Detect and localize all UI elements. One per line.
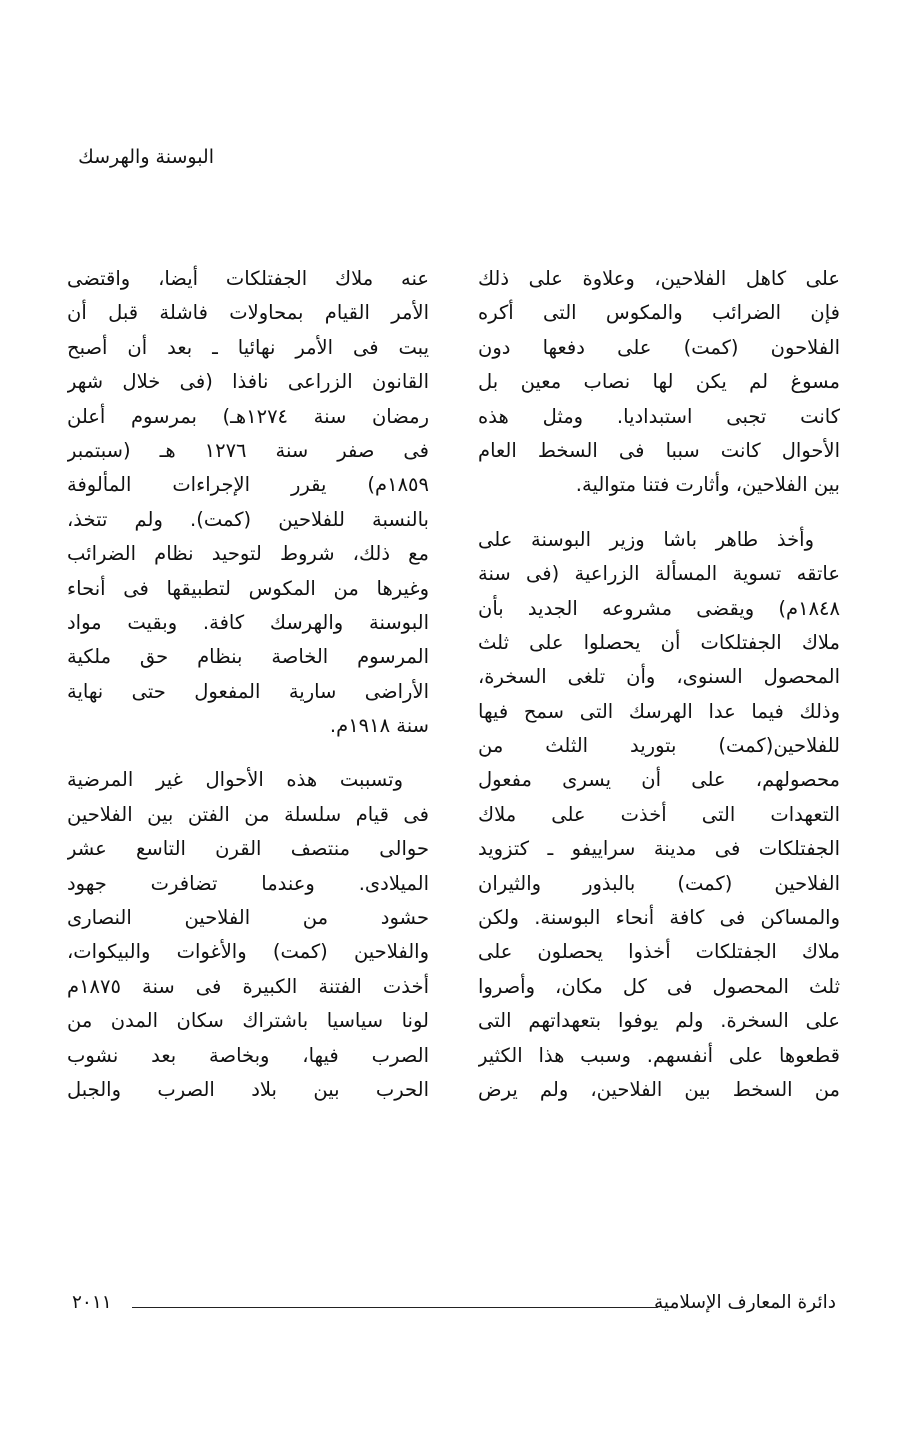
text-line: التعهدات التى أخذت على ملاك (478, 802, 840, 826)
text-line: سنة ١٩١٨م. (329, 714, 429, 738)
text-column-right (478, 262, 840, 1107)
footer-rule (132, 1307, 658, 1308)
text-line: عاتقه تسوية المسألة الزراعية (فى سنة (478, 562, 840, 586)
text-line: وتسببت هذه الأحوال غير المرضية (67, 768, 403, 792)
text-line: رمضان سنة ١٢٧٤هـ) بمرسوم أعلن (67, 404, 429, 428)
text-line: على كاهل الفلاحين، وعلاوة على ذلك (478, 267, 840, 290)
text-line: فى صفر سنة ١٢٧٦ هـ (سبتمبر (67, 438, 429, 462)
footer-journal-title: دائرة المعارف الإسلامية (654, 1292, 836, 1313)
text-line: مسوغ لم يكن لها نصاب معين بل (478, 370, 840, 394)
text-line: بين الفلاحين، وأثارت فتنا متوالية. (575, 473, 840, 497)
text-line: المرسوم الخاصة بنظام حق ملكية (67, 645, 429, 669)
text-line: القانون الزراعى نافذا (فى خلال شهر (67, 370, 429, 394)
text-line: مع ذلك، شروط لتوحيد نظام الضرائب (67, 542, 429, 566)
text-line: الأمر القيام بمحاولات فاشلة قبل أن (67, 301, 429, 325)
text-line: ثلث المحصول فى كل مكان، وأصروا (478, 974, 840, 998)
text-line: يبت فى الأمر نهائيا ـ بعد أن أصبح (67, 335, 429, 359)
text-line: محصولهم، على أن يسرى مفعول (478, 768, 840, 792)
text-line: والمساكن فى كافة أنحاء البوسنة. ولكن (478, 906, 840, 930)
page-footer (72, 1292, 836, 1322)
text-line: أخذت الفتنة الكبيرة فى سنة ١٨٧٥م (67, 974, 429, 998)
text-line: من السخط بين الفلاحين، ولم يرض (478, 1077, 840, 1101)
text-line: الفلاحون (كمت) على دفعها دون (478, 335, 840, 359)
text-line: وغيرها من المكوس لتطبيقها فى أنحاء (67, 576, 429, 600)
text-line: حشود من الفلاحين النصارى (67, 906, 429, 930)
text-line: الميلادى. وعندما تضافرت جهود (67, 871, 429, 895)
text-line: لونا سياسيا باشتراك سكان المدن من (67, 1009, 429, 1033)
text-line: الأراضى سارية المفعول حتى نهاية (67, 679, 429, 703)
text-line: ملاك الجفتلكات أخذوا يحصلون على (478, 940, 840, 964)
page-number: ٢٠١١ (72, 1292, 112, 1313)
text-line: المحصول السنوى، وأن تلغى السخرة، (478, 665, 840, 689)
paragraph (67, 763, 429, 1107)
text-line: فإن الضرائب والمكوس التى أكره (478, 301, 840, 325)
text-line: الحرب بين بلاد الصرب والجبل (67, 1077, 429, 1101)
text-line: وذلك فيما عدا الهرسك التى سمح فيها (478, 699, 840, 723)
text-line: ملاك الجفتلكات أن يحصلوا على ثلث (478, 630, 840, 654)
text-line: حوالى منتصف القرن التاسع عشر (67, 837, 429, 861)
text-line: فى قيام سلسلة من الفتن بين الفلاحين (67, 802, 429, 826)
text-line: كانت تجبى استبداديا. ومثل هذه (478, 404, 840, 428)
text-line: قطعوها على أنفسهم. وسبب هذا الكثير (478, 1043, 840, 1067)
text-line: للفلاحين(كمت) بتوريد الثلث من (478, 734, 840, 758)
paragraph-gap (478, 503, 840, 523)
text-line: الصرب فيها، وبخاصة بعد نشوب (67, 1043, 429, 1067)
text-line: على السخرة. ولم يوفوا بتعهداتهم التى (478, 1009, 840, 1033)
text-line: الفلاحين (كمت) بالبذور والثيران (478, 871, 840, 895)
text-line: البوسنة والهرسك كافة. وبقيت مواد (67, 610, 429, 634)
paragraph (478, 262, 840, 503)
paragraph (67, 262, 429, 743)
text-line: بالنسبة للفلاحين (كمت). ولم تتخذ، (67, 507, 429, 531)
text-line: عنه ملاك الجفتلكات أيضا، واقتضى (67, 267, 429, 290)
text-line: الأحوال كانت سببا فى السخط العام (478, 438, 840, 462)
running-header-title: البوسنة والهرسك (78, 146, 214, 168)
text-line: ١٨٤٨م) ويقضى مشروعه الجديد بأن (478, 596, 840, 620)
text-line: والفلاحين (كمت) والأغوات والبيكوات، (67, 940, 429, 964)
paragraph-gap (67, 743, 429, 763)
text-line: وأخذ طاهر باشا وزير البوسنة على (478, 527, 814, 551)
text-column-left (67, 262, 429, 1107)
text-line: الجفتلكات فى مدينة سراييفو ـ كتزويد (478, 837, 840, 861)
text-line: ١٨٥٩م) يقرر الإجراءات المألوفة (67, 473, 429, 497)
paragraph (478, 523, 840, 1108)
